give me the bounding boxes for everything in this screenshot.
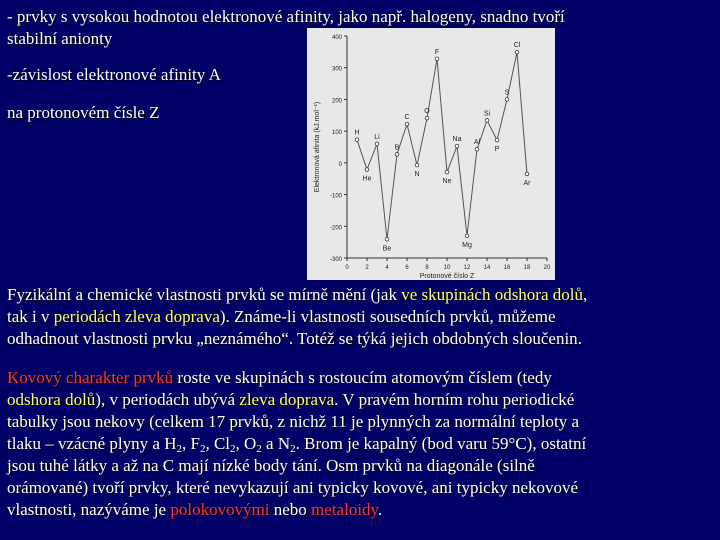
p2-metalloids-term: metaloidy <box>311 500 378 519</box>
data-point-Ne <box>445 170 449 174</box>
p2-semimetals-term: polokovovými <box>170 500 270 519</box>
point-label-Cl: Cl <box>513 42 521 50</box>
x-tick-label: 6 <box>405 265 409 271</box>
subscript: 2 <box>199 443 206 455</box>
p2-highlight-left-right: zleva doprava <box>239 390 335 409</box>
point-label-Ne: Ne <box>442 178 452 186</box>
point-label-B: B <box>394 144 400 152</box>
point-label-S: S <box>504 89 510 97</box>
p1-text-f: ). Známe-li vlastnosti sousedních prvků, můžeme <box>219 307 556 326</box>
data-point-Li <box>375 142 379 146</box>
electron-affinity-chart <box>307 28 555 280</box>
p2-text-b: roste ve skupinách s rostoucím atomovým číslem (tedy <box>173 368 552 387</box>
p2-metallic-character: Kovový charakter prvků <box>7 368 174 387</box>
point-label-Na: Na <box>452 136 462 144</box>
x-tick-label: 12 <box>463 265 471 271</box>
y-tick-label: 200 <box>331 98 342 105</box>
p2-text-f: . V pravém horním rohu periodické <box>334 390 575 409</box>
point-label-Li: Li <box>374 133 380 141</box>
chart-svg <box>307 28 555 280</box>
data-point-Si <box>485 119 489 123</box>
y-tick-label: 0 <box>338 161 342 168</box>
data-point-P <box>495 138 499 142</box>
p2-highlight-top-down: odshora dolů <box>7 390 96 409</box>
subscript: 2 <box>256 443 262 455</box>
data-point-Na <box>455 144 459 148</box>
dependence-line-1: -závislost elektronové afinity A <box>7 65 221 84</box>
point-label-Mg: Mg <box>462 241 472 249</box>
point-label-Si: Si <box>483 110 491 118</box>
x-tick-label: 10 <box>443 265 451 271</box>
x-tick-label: 20 <box>543 265 551 271</box>
data-point-N <box>415 163 419 167</box>
x-tick-label: 4 <box>385 265 389 271</box>
series-line <box>357 52 527 239</box>
p2-text-k5: . <box>377 500 383 519</box>
p2-text-j: orámované) tvoří prvky, které nevykazují ani typicky kovové, ani typicky nekovové <box>7 478 579 497</box>
p1-text-c: , <box>583 285 588 304</box>
subscript: 2 <box>290 443 296 455</box>
y-tick-label: -100 <box>329 193 342 200</box>
p2-text-h2: , F <box>181 434 200 453</box>
data-point-O <box>425 116 429 120</box>
p1-highlight-groups: ve skupinách odshora dolů <box>401 285 583 304</box>
data-point-Be <box>385 237 389 241</box>
x-tick-label: 16 <box>503 265 511 271</box>
point-label-Be: Be <box>382 245 392 253</box>
p2-text-h4: , O <box>235 434 257 453</box>
point-label-F: F <box>434 48 440 56</box>
data-point-F <box>435 57 439 61</box>
dependence-line-2: na protonovém čísle Z <box>7 103 160 122</box>
p2-text-k3: nebo <box>269 500 312 519</box>
point-label-He: He <box>362 175 372 183</box>
p1-text-a: Fyzikální a chemické vlastnosti prvků se mírně mění (jak <box>7 285 402 304</box>
data-point-B <box>395 152 399 156</box>
data-point-C <box>405 122 409 126</box>
data-point-Al <box>475 147 479 151</box>
subscript: 2 <box>230 443 236 455</box>
intro-line-2: stabilní anionty <box>7 29 113 48</box>
p1-highlight-periods: periodách zleva doprava <box>53 307 220 326</box>
data-point-S <box>505 98 509 102</box>
paragraph-properties <box>7 284 717 350</box>
x-tick-label: 18 <box>523 265 531 271</box>
point-label-C: C <box>404 114 410 122</box>
intro-line-1: - prvky s vysokou hodnotou elektronové afinity, jako např. halogeny, snadno tvoří <box>7 7 565 26</box>
point-label-O: O <box>424 108 430 116</box>
y-tick-label: 100 <box>331 130 342 137</box>
data-point-H <box>355 138 359 142</box>
x-tick-label: 2 <box>365 265 369 271</box>
y-tick-label: 400 <box>331 35 342 41</box>
data-point-Ar <box>525 172 529 176</box>
p2-text-k1: vlastnosti, nazýváme je <box>7 500 171 519</box>
point-label-P: P <box>494 146 500 154</box>
x-tick-label: 8 <box>425 265 429 271</box>
p1-text-d: tak i v <box>7 307 54 326</box>
paragraph-metallic <box>7 367 717 521</box>
x-axis-label: Protonové číslo Z <box>419 273 475 280</box>
p2-text-h1: tlaku – vzácné plyny a H <box>7 434 177 453</box>
p2-text-d: ), v periodách ubývá <box>95 390 240 409</box>
data-point-Cl <box>515 50 519 54</box>
p2-text-g: tabulky jsou nekovy (celkem 17 prvků, z nichž 11 je plynných za normální teploty a <box>7 412 580 431</box>
p2-text-i: jsou tuhé látky a až na C mají nízké body tání. Osm prvků na diagonále (silně <box>7 456 535 475</box>
y-tick-label: -300 <box>329 257 342 263</box>
p2-text-h6: . Brom je kapalný (bod varu 59°C), ostatní <box>295 434 587 453</box>
point-label-N: N <box>414 171 420 179</box>
y-tick-label: -200 <box>329 225 342 232</box>
y-axis-label: Elektronová afinita (kJ.mol⁻¹) <box>314 101 321 193</box>
y-tick-label: 300 <box>331 66 342 73</box>
x-tick-label: 14 <box>483 265 491 271</box>
data-point-He <box>365 168 369 172</box>
p1-text-g: odhadnout vlastnosti prvku „neznámého“. Totéž se týká jejich obdobných sloučenin. <box>7 329 582 348</box>
p2-text-h5: a N <box>261 434 291 453</box>
p2-text-h3: , Cl <box>205 434 230 453</box>
data-point-Mg <box>465 234 469 238</box>
subscript: 2 <box>176 443 182 455</box>
point-label-Al: Al <box>473 139 481 147</box>
x-tick-label: 0 <box>345 265 349 271</box>
point-label-H: H <box>354 129 360 137</box>
point-label-Ar: Ar <box>523 179 531 187</box>
